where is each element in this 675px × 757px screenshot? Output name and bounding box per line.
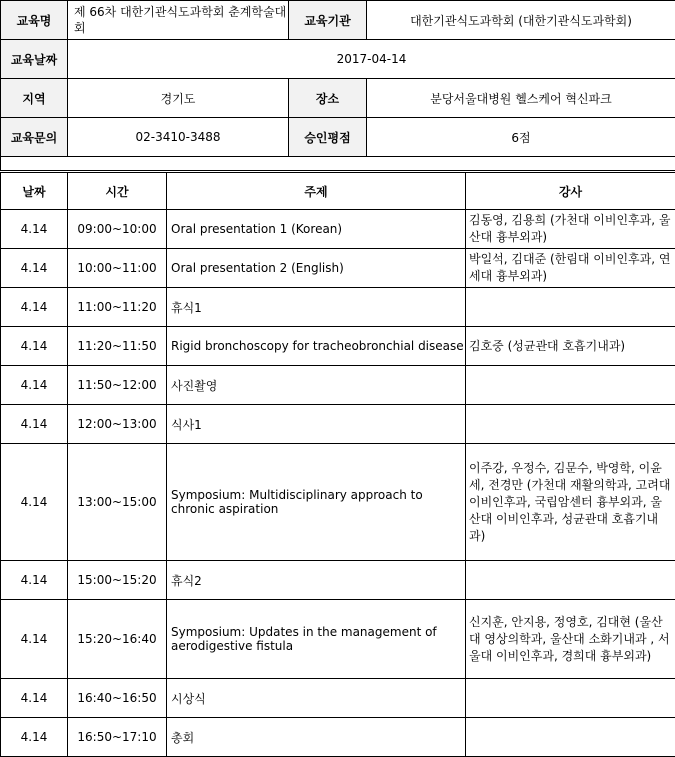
table-row bbox=[1, 561, 675, 600]
table-row bbox=[1, 679, 675, 718]
table-row bbox=[1, 718, 675, 757]
row-time: 11:20~11:50 bbox=[68, 327, 167, 366]
place-value: 분당서울대병원 헬스케어 혁신파크 bbox=[367, 79, 675, 118]
row-date: 4.14 bbox=[1, 561, 68, 600]
row-date: 4.14 bbox=[1, 366, 68, 405]
row-speaker bbox=[466, 561, 675, 600]
schedule-table bbox=[0, 172, 675, 757]
row-topic: 총회 bbox=[167, 718, 466, 757]
row-speaker: 김동영, 김용희 (가천대 이비인후과, 울산대 흉부외과) bbox=[466, 210, 675, 249]
course-name-label: 교육명 bbox=[1, 1, 68, 40]
header-time: 시간 bbox=[68, 173, 167, 210]
row-time: 09:00~10:00 bbox=[68, 210, 167, 249]
row-date: 4.14 bbox=[1, 327, 68, 366]
row-speaker: 김호중 (성균관대 호흡기내과) bbox=[466, 327, 675, 366]
table-row bbox=[1, 444, 675, 561]
row-date: 4.14 bbox=[1, 444, 68, 561]
date-value: 2017-04-14 bbox=[68, 40, 675, 79]
table-row bbox=[1, 600, 675, 679]
contact-value: 02-3410-3488 bbox=[68, 118, 289, 157]
row-time: 11:00~11:20 bbox=[68, 288, 167, 327]
row-speaker bbox=[466, 718, 675, 757]
row-speaker bbox=[466, 679, 675, 718]
course-info-table bbox=[0, 0, 675, 171]
row-speaker bbox=[466, 405, 675, 444]
row-topic: 휴식2 bbox=[167, 561, 466, 600]
row-topic: 휴식1 bbox=[167, 288, 466, 327]
credit-value: 6점 bbox=[367, 118, 675, 157]
row-date: 4.14 bbox=[1, 600, 68, 679]
row-time: 16:40~16:50 bbox=[68, 679, 167, 718]
region-label: 지역 bbox=[1, 79, 68, 118]
table-row bbox=[1, 366, 675, 405]
row-time: 12:00~13:00 bbox=[68, 405, 167, 444]
header-speaker: 강사 bbox=[466, 173, 675, 210]
row-time: 16:50~17:10 bbox=[68, 718, 167, 757]
row-speaker: 신지훈, 안지용, 정영호, 김대현 (울산대 영상의학과, 울산대 소화기내과 , 서울대 이비인후과, 경희대 흉부외과) bbox=[466, 600, 675, 679]
row-speaker: 이주강, 우정수, 김문수, 박영학, 이윤세, 전경만 (가천대 재활의학과, 고려대 이비인후과, 국립암센터 흉부외과, 울산대 이비인후과, 성균관대 호흡기내과) bbox=[466, 444, 675, 561]
row-time: 15:00~15:20 bbox=[68, 561, 167, 600]
schedule-header-row bbox=[1, 173, 675, 210]
row-time: 11:50~12:00 bbox=[68, 366, 167, 405]
org-value: 대한기관식도과학회 (대한기관식도과학회) bbox=[367, 1, 675, 40]
date-label: 교육날짜 bbox=[1, 40, 68, 79]
place-label: 장소 bbox=[289, 79, 367, 118]
org-label: 교육기관 bbox=[289, 1, 367, 40]
row-topic: Symposium: Updates in the management of aerodigestive fistula bbox=[167, 600, 466, 679]
row-date: 4.14 bbox=[1, 405, 68, 444]
credit-label: 승인평점 bbox=[289, 118, 367, 157]
row-topic: 식사1 bbox=[167, 405, 466, 444]
course-name-value: 제 66차 대한기관식도과학회 춘계학술대회 bbox=[68, 1, 289, 40]
header-topic: 주제 bbox=[167, 173, 466, 210]
row-date: 4.14 bbox=[1, 718, 68, 757]
row-time: 10:00~11:00 bbox=[68, 249, 167, 288]
table-row bbox=[1, 210, 675, 249]
table-row bbox=[1, 288, 675, 327]
row-date: 4.14 bbox=[1, 249, 68, 288]
row-date: 4.14 bbox=[1, 679, 68, 718]
row-topic: 사진촬영 bbox=[167, 366, 466, 405]
row-speaker: 박일석, 김대준 (한림대 이비인후과, 연세대 흉부외과) bbox=[466, 249, 675, 288]
table-row bbox=[1, 249, 675, 288]
table-row bbox=[1, 405, 675, 444]
row-speaker bbox=[466, 366, 675, 405]
row-date: 4.14 bbox=[1, 288, 68, 327]
row-topic: Rigid bronchoscopy for tracheobronchial disease bbox=[167, 327, 466, 366]
contact-label: 교육문의 bbox=[1, 118, 68, 157]
row-topic: Oral presentation 2 (English) bbox=[167, 249, 466, 288]
spacer-row bbox=[1, 157, 675, 171]
row-time: 13:00~15:00 bbox=[68, 444, 167, 561]
row-time: 15:20~16:40 bbox=[68, 600, 167, 679]
region-value: 경기도 bbox=[68, 79, 289, 118]
row-topic: Oral presentation 1 (Korean) bbox=[167, 210, 466, 249]
row-speaker bbox=[466, 288, 675, 327]
table-row bbox=[1, 327, 675, 366]
header-date: 날짜 bbox=[1, 173, 68, 210]
row-topic: Symposium: Multidisciplinary approach to chronic aspiration bbox=[167, 444, 466, 561]
row-topic: 시상식 bbox=[167, 679, 466, 718]
row-date: 4.14 bbox=[1, 210, 68, 249]
